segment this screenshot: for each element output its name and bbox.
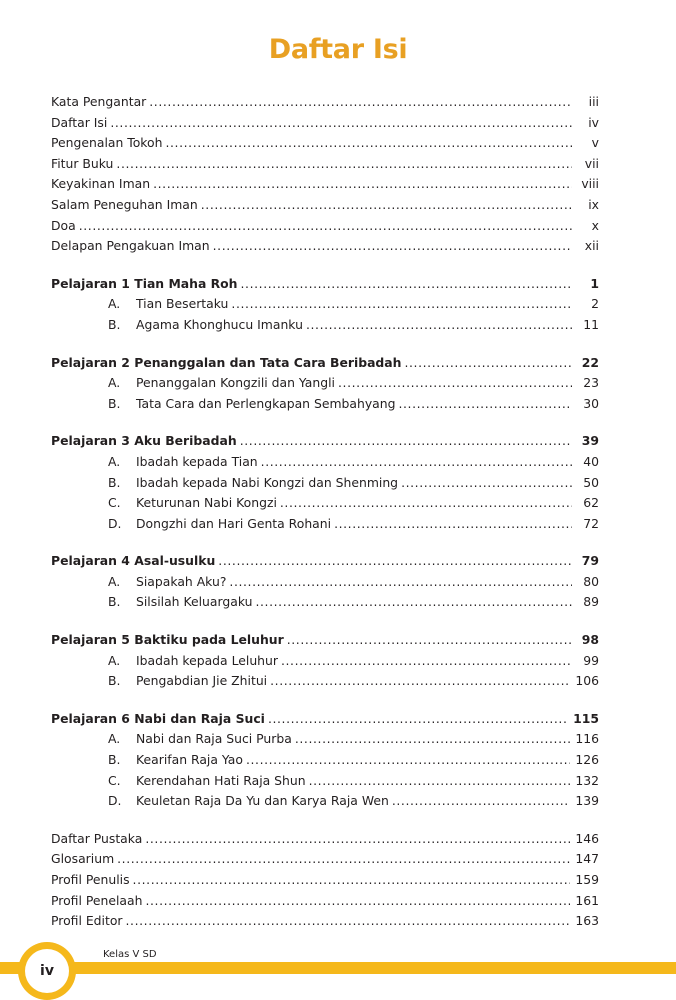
subentry-label: Silsilah Keluargaku	[136, 594, 253, 610]
toc-subentry[interactable]	[51, 493, 599, 514]
toc-subentry[interactable]	[51, 315, 599, 336]
subentry-letter: D.	[108, 515, 122, 531]
toc-entry[interactable]	[51, 113, 599, 134]
toc-subentry[interactable]	[51, 572, 599, 593]
subentry-label: Nabi dan Raja Suci Purba	[136, 731, 292, 747]
toc-entry[interactable]	[51, 195, 599, 216]
toc-entry[interactable]	[51, 911, 599, 932]
lesson-title[interactable]	[51, 630, 599, 651]
subentry-label: Tian Besertaku	[136, 296, 229, 312]
toc-subentry[interactable]	[51, 750, 599, 771]
lesson-title[interactable]	[51, 709, 599, 730]
toc-entry-page: 161	[575, 892, 599, 908]
toc-subentry[interactable]	[51, 651, 599, 672]
dot-leader	[398, 394, 572, 415]
dot-leader	[261, 452, 572, 473]
toc-entry-page: 159	[575, 872, 599, 887]
toc-entry-label: Salam Peneguhan Iman	[51, 196, 198, 212]
dot-leader	[149, 92, 572, 113]
toc-subentry[interactable]	[51, 671, 599, 692]
subentry-letter: B.	[108, 752, 121, 768]
dot-leader	[117, 849, 570, 870]
subentry-letter: B.	[108, 395, 121, 411]
dot-leader	[110, 113, 572, 134]
toc-entry-label: Profil Editor	[51, 913, 123, 929]
subentry-letter: A.	[108, 453, 121, 469]
dot-leader	[268, 709, 568, 730]
subentry-letter: C.	[108, 772, 121, 788]
lesson-title[interactable]	[51, 551, 599, 572]
toc-entry-page: 126	[575, 752, 599, 768]
toc-entry[interactable]	[51, 92, 599, 113]
toc-entry[interactable]	[51, 829, 599, 850]
subentry-letter: C.	[108, 495, 121, 511]
dot-leader	[231, 294, 572, 315]
subentry-letter: A.	[108, 731, 121, 747]
back-matter-list	[51, 829, 599, 932]
dot-leader	[306, 315, 572, 336]
dot-leader	[145, 829, 570, 850]
lesson-4	[51, 551, 599, 613]
subentry-letter: D.	[108, 793, 122, 809]
subentry-label: Tata Cara dan Perlengkapan Sembahyang	[136, 395, 396, 411]
lesson-title[interactable]	[51, 353, 599, 374]
dot-leader	[338, 373, 572, 394]
subentry-label: Ibadah kepada Nabi Kongzi dan Shenming	[136, 474, 399, 490]
subentry-label: Agama Khonghucu Imanku	[136, 316, 303, 332]
dot-leader	[165, 133, 572, 154]
toc-entry-page: 72	[583, 515, 599, 531]
toc-entry[interactable]	[51, 870, 599, 891]
lesson-1	[51, 274, 599, 336]
page-number: iv	[25, 949, 69, 993]
toc-entry-label: Delapan Pengakuan Iman	[51, 238, 210, 254]
lesson-title-label: Pelajaran 2 Penanggalan dan Tata Cara Beribadah	[51, 354, 402, 370]
toc-entry-page: 30	[583, 395, 599, 411]
subentry-label: Siapakah Aku?	[136, 573, 227, 589]
toc-subentry[interactable]	[51, 771, 599, 792]
dot-leader	[201, 195, 572, 216]
toc-subentry[interactable]	[51, 373, 599, 394]
lesson-title-label: Pelajaran 3 Aku Beribadah	[51, 433, 237, 449]
toc-entry-page: vii	[584, 155, 599, 171]
dot-leader	[229, 572, 572, 593]
toc-entry-page: x	[591, 217, 599, 233]
subentry-label: Penanggalan Kongzili dan Yangli	[136, 375, 335, 391]
lesson-5	[51, 630, 599, 692]
toc-entry-page: v	[591, 135, 599, 151]
subentry-letter: B.	[108, 594, 121, 610]
toc-entry-page: 115	[573, 710, 599, 726]
subentry-letter: B.	[108, 673, 121, 689]
toc-subentry[interactable]	[51, 592, 599, 613]
dot-leader	[392, 791, 571, 812]
toc-entry-page: 23	[583, 375, 599, 391]
toc-entry-page: 79	[581, 553, 599, 569]
page-title: Daftar Isi	[268, 34, 408, 65]
toc-subentry[interactable]	[51, 473, 599, 494]
toc-entry-page: iv	[588, 114, 599, 130]
dot-leader	[241, 274, 572, 295]
toc-subentry[interactable]	[51, 452, 599, 473]
toc-entry-page: 98	[581, 632, 599, 648]
toc-entry-page: viii	[581, 176, 599, 192]
toc-entry-page: 139	[575, 793, 599, 809]
lesson-title[interactable]	[51, 274, 599, 295]
toc-entry-page: 2	[591, 296, 599, 312]
toc-entry[interactable]	[51, 891, 599, 912]
lesson-title-label: Pelajaran 4 Asal-usulku	[51, 553, 216, 569]
subentry-label: Keturunan Nabi Kongzi	[136, 495, 277, 511]
dot-leader	[126, 911, 571, 932]
footer-band	[0, 962, 676, 974]
dot-leader	[218, 551, 572, 572]
lesson-title-label: Pelajaran 6 Nabi dan Raja Suci	[51, 710, 265, 726]
dot-leader	[281, 651, 572, 672]
toc-subentry[interactable]	[51, 729, 599, 750]
lesson-title[interactable]	[51, 431, 599, 452]
toc-entry-page: iii	[588, 94, 599, 109]
toc-entry-label: Daftar Pustaka	[51, 830, 143, 846]
footer-grade-label: Kelas V SD	[103, 949, 157, 960]
toc-entry-label: Doa	[51, 217, 76, 233]
toc-entry-page: 11	[583, 316, 599, 332]
toc-entry-page: 116	[575, 731, 599, 747]
toc-entry-page: 22	[581, 354, 599, 370]
subentry-letter: A.	[108, 375, 121, 391]
toc-entry-page: 1	[590, 275, 599, 291]
toc-entry-page: 163	[575, 913, 599, 929]
subentry-label: Kearifan Raja Yao	[136, 752, 243, 768]
dot-leader	[309, 771, 571, 792]
lesson-title-label: Pelajaran 1 Tian Maha Roh	[51, 275, 238, 291]
toc-entry-label: Profil Penulis	[51, 872, 130, 887]
toc-entry[interactable]	[51, 849, 599, 870]
dot-leader	[270, 671, 570, 692]
subentry-letter: B.	[108, 316, 121, 332]
subentry-label: Kerendahan Hati Raja Shun	[136, 772, 306, 788]
dot-leader	[404, 353, 572, 374]
toc-entry-page: 50	[583, 474, 599, 490]
subentry-letter: A.	[108, 296, 121, 312]
subentry-label: Dongzhi dan Hari Genta Rohani	[136, 515, 332, 531]
toc-subentry[interactable]	[51, 394, 599, 415]
dot-leader	[213, 236, 572, 257]
toc-entry-page: 147	[575, 851, 599, 867]
lesson-2	[51, 353, 599, 415]
subentry-label: Pengabdian Jie Zhitui	[136, 673, 268, 689]
toc-entry-page: 62	[583, 495, 599, 511]
dot-leader	[287, 630, 572, 651]
dot-leader	[401, 473, 572, 494]
dot-leader	[280, 493, 572, 514]
toc-entry[interactable]	[51, 216, 599, 237]
subentry-label: Keuletan Raja Da Yu dan Karya Raja Wen	[136, 793, 389, 809]
subentry-letter: A.	[108, 573, 121, 589]
toc-entry-label: Fitur Buku	[51, 155, 114, 171]
subentry-letter: B.	[108, 474, 121, 490]
lesson-title-label: Pelajaran 5 Baktiku pada Leluhur	[51, 632, 284, 648]
toc-entry-page: 39	[581, 433, 599, 449]
toc-entry-page: 40	[583, 453, 599, 469]
toc-entry-page: 99	[583, 652, 599, 668]
table-of-contents	[51, 92, 599, 932]
toc-entry-label: Glosarium	[51, 851, 115, 867]
dot-leader	[240, 431, 572, 452]
toc-entry-label: Profil Penelaah	[51, 892, 143, 908]
toc-subentry[interactable]	[51, 294, 599, 315]
toc-subentry[interactable]	[51, 791, 599, 812]
lesson-6	[51, 709, 599, 812]
toc-entry-page: 89	[583, 594, 599, 610]
toc-entry-page: ix	[588, 196, 599, 212]
dot-leader	[116, 154, 572, 175]
dot-leader	[295, 729, 571, 750]
toc-entry-label: Keyakinan Iman	[51, 176, 151, 192]
toc-entry-page: xii	[584, 238, 599, 254]
dot-leader	[246, 750, 570, 771]
toc-entry[interactable]	[51, 174, 599, 195]
subentry-letter: A.	[108, 652, 121, 668]
toc-entry[interactable]	[51, 236, 599, 257]
toc-entry-page: 146	[575, 830, 599, 846]
toc-entry[interactable]	[51, 154, 599, 175]
toc-entry-label: Daftar Isi	[51, 114, 108, 130]
toc-entry-page: 132	[575, 772, 599, 788]
toc-entry[interactable]	[51, 133, 599, 154]
subentry-label: Ibadah kepada Tian	[136, 453, 258, 469]
subentry-label: Ibadah kepada Leluhur	[136, 652, 278, 668]
dot-leader	[79, 216, 572, 237]
toc-subentry[interactable]	[51, 514, 599, 535]
dot-leader	[145, 891, 570, 912]
toc-entry-page: 106	[575, 673, 599, 689]
toc-entry-label: Kata Pengantar	[51, 94, 147, 109]
dot-leader	[153, 174, 572, 195]
toc-entry-page: 80	[583, 573, 599, 589]
front-matter-list	[51, 92, 599, 257]
toc-entry-label: Pengenalan Tokoh	[51, 135, 163, 151]
dot-leader	[334, 514, 572, 535]
lesson-3	[51, 431, 599, 534]
dot-leader	[133, 870, 571, 891]
dot-leader	[255, 592, 572, 613]
